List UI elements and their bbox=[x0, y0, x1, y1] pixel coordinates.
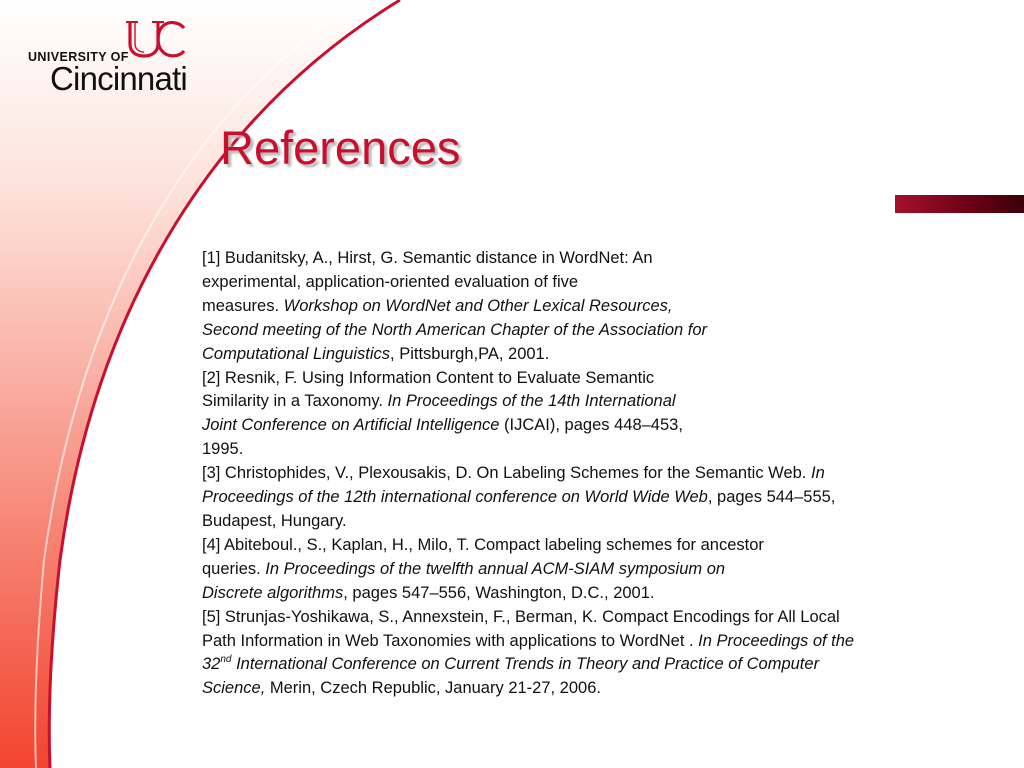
slide-title: References bbox=[220, 121, 461, 174]
ref-italic: Workshop on WordNet and Other Lexical Resources, bbox=[283, 296, 673, 315]
reference-item bbox=[202, 247, 1002, 367]
ref-italic: Computational Linguistics bbox=[202, 344, 391, 363]
ref-text: Budapest, Hungary. bbox=[202, 511, 347, 530]
ref-italic: Discrete algorithms bbox=[202, 583, 344, 602]
ref-text: , pages 544–555, bbox=[707, 488, 836, 507]
ref-text: (IJCAI), pages 448–453, bbox=[499, 416, 683, 435]
ref-italic: International Conference on Current Trends in Theory and Practice of Computer bbox=[231, 655, 820, 674]
ref-italic: 32 bbox=[202, 655, 221, 674]
ref-text: [3] Christophides, V., Plexousakis, D. On Labeling Schemes for the Semantic Web. bbox=[202, 464, 811, 483]
title-divider-bar bbox=[895, 195, 1024, 213]
ref-italic: In Proceedings of the 14th International bbox=[387, 392, 676, 411]
ref-text: [4] Abiteboul., S., Kaplan, H., Milo, T. Compact labeling schemes for ancestor bbox=[202, 535, 764, 554]
ref-text: [5] Strunjas-Yoshikawa, S., Annexstein, F., Berman, K. Compact Encodings for All Local bbox=[202, 607, 840, 626]
ref-text: experimental, application-oriented evaluation of five bbox=[202, 272, 579, 291]
reference-item bbox=[202, 462, 1002, 534]
ref-italic: In Proceedings of the twelfth annual ACM-SIAM symposium on bbox=[265, 559, 726, 578]
ref-text: queries. bbox=[202, 559, 266, 578]
ref-text: measures. bbox=[202, 296, 284, 315]
ref-italic: Second meeting of the North American Chapter of the Association for bbox=[202, 320, 708, 339]
uc-logo-mark bbox=[124, 18, 188, 60]
ref-italic: In bbox=[810, 464, 825, 483]
ref-text: [2] Resnik, F. Using Information Content to Evaluate Semantic bbox=[202, 368, 655, 387]
ref-text: Merin, Czech Republic, January 21-27, 2006. bbox=[265, 679, 601, 698]
logo-university-of: UNIVERSITY OF bbox=[28, 50, 129, 64]
reference-item bbox=[202, 606, 1002, 702]
ref-italic: Proceedings of the 12th international conference on World Wide Web bbox=[202, 488, 708, 507]
reference-item bbox=[202, 534, 1002, 606]
ref-superscript: nd bbox=[220, 654, 232, 666]
ref-italic: Science, bbox=[202, 679, 266, 698]
ref-italic: In Proceedings of the bbox=[698, 631, 855, 650]
ref-italic: Joint Conference on Artificial Intelligence bbox=[202, 416, 500, 435]
ref-text: , pages 547–556, Washington, D.C., 2001. bbox=[343, 583, 655, 602]
ref-text: , Pittsburgh,PA, 2001. bbox=[390, 344, 550, 363]
logo-cincinnati: Cincinnati bbox=[50, 60, 187, 97]
university-logo bbox=[28, 18, 198, 97]
references-list bbox=[202, 247, 1002, 701]
ref-text: Path Information in Web Taxonomies with applications to WordNet . bbox=[202, 631, 699, 650]
ref-text: 1995. bbox=[202, 440, 244, 459]
ref-text: [1] Budanitsky, A., Hirst, G. Semantic distance in WordNet: An bbox=[202, 249, 653, 267]
ref-text: Similarity in a Taxonomy. bbox=[202, 392, 388, 411]
reference-item bbox=[202, 367, 1002, 463]
